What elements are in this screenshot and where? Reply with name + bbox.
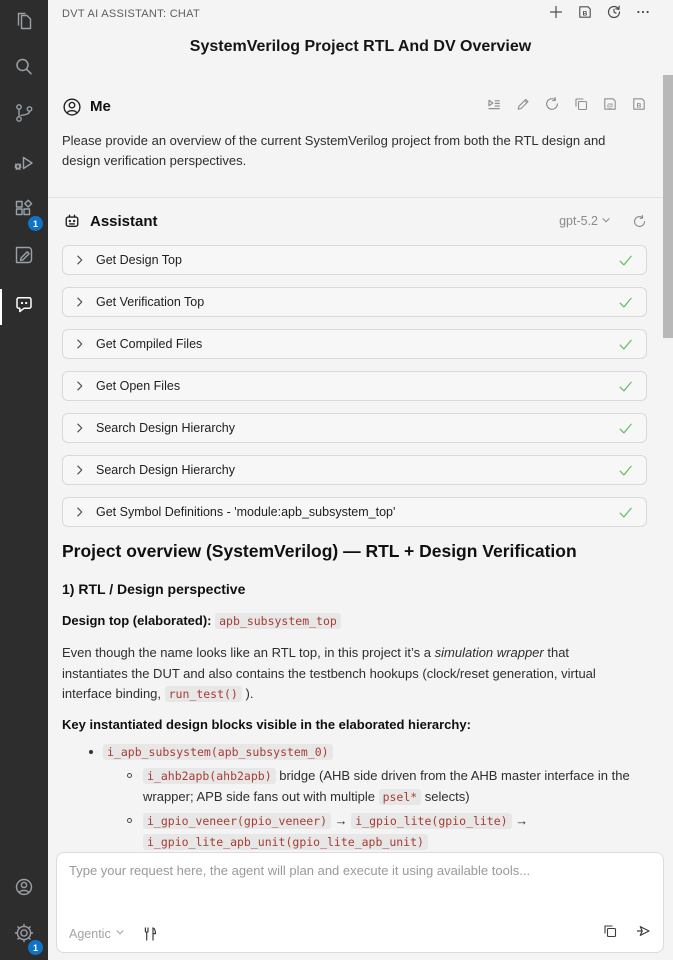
tool-call-card[interactable] <box>62 371 647 401</box>
list-item-text: i_gpio_veneer(gpio_veneer) → i_gpio_lite(gpio_lite) → i_gpio_lite_apb_unit(gpio_lite_apb_unit) <box>143 813 528 849</box>
tools-icon[interactable] <box>142 926 158 942</box>
tool-call-card[interactable] <box>62 329 647 359</box>
mode-label: Agentic <box>69 926 111 941</box>
bullet-marker <box>127 818 132 823</box>
activity-bar-bottom <box>0 866 48 960</box>
chevron-down-icon <box>114 926 126 941</box>
panel-header <box>48 0 673 28</box>
design-top-line: Design top (elaborated): apb_subsystem_top <box>62 612 647 630</box>
user-message-block <box>48 96 673 171</box>
markdown-bold-line: Key instantiated design blocks visible in the elaborated hierarchy: <box>62 716 471 732</box>
success-check-icon <box>617 420 634 437</box>
list-item-text: i_ahb2apb(ahb2apb) bridge (AHB side driven from the AHB master interface in the wrapper; APB side fans out with multiple psel* selects) <box>143 768 630 804</box>
chat-robot-icon <box>12 293 36 322</box>
save-b-icon[interactable] <box>631 96 647 117</box>
tool-call-card[interactable] <box>62 497 647 527</box>
save-at-icon[interactable] <box>602 96 618 117</box>
tool-call-card[interactable] <box>62 413 647 443</box>
chevron-right-icon <box>73 295 87 309</box>
copy-icon[interactable] <box>573 96 589 117</box>
extensions-badge: 1 <box>28 216 43 231</box>
edit-icon[interactable] <box>515 96 531 117</box>
scrollbar-thumb[interactable] <box>663 75 673 338</box>
tool-call-list <box>48 245 673 527</box>
tool-call-label: Get Design Top <box>96 253 182 267</box>
new-chat-icon[interactable] <box>548 4 564 25</box>
panel-title: DVT AI ASSISTANT: CHAT <box>62 8 201 20</box>
account-icon <box>12 875 36 904</box>
user-author-label: Me <box>90 98 111 115</box>
insert-to-prompt-icon[interactable] <box>486 96 502 117</box>
sidebar-item-settings[interactable] <box>0 912 48 958</box>
sidebar-item-search[interactable] <box>0 46 48 92</box>
list-item <box>62 766 647 807</box>
sidebar-item-dvt-chat[interactable] <box>0 284 48 330</box>
tool-call-label: Search Design Hierarchy <box>96 463 235 477</box>
bullet-marker <box>89 750 93 754</box>
model-selector[interactable] <box>559 214 612 229</box>
chevron-right-icon <box>73 421 87 435</box>
robot-icon <box>62 211 82 231</box>
sidebar-item-extensions[interactable] <box>0 188 48 234</box>
chevron-right-icon <box>73 505 87 519</box>
chevron-right-icon <box>73 253 87 267</box>
bullet-list <box>62 742 647 853</box>
bullet-marker <box>127 773 132 778</box>
svg-text:B: B <box>636 102 642 110</box>
prompt-input[interactable] <box>69 863 651 923</box>
chat-panel <box>48 0 673 960</box>
assistant-author-label: Assistant <box>90 212 158 230</box>
chat-title: SystemVerilog Project RTL And DV Overview <box>189 38 532 55</box>
more-actions-icon[interactable] <box>635 4 651 25</box>
panel-header-actions <box>548 4 659 25</box>
chevron-right-icon <box>73 337 87 351</box>
git-branch-icon <box>12 101 36 130</box>
success-check-icon <box>617 294 634 311</box>
note-pencil-icon <box>12 243 36 272</box>
svg-text:B: B <box>582 9 588 17</box>
chevron-down-icon <box>600 214 612 229</box>
sidebar-item-dvt-editor[interactable] <box>0 234 48 280</box>
assistant-markdown <box>48 539 673 852</box>
markdown-h2: 1) RTL / Design perspective <box>62 581 246 597</box>
regenerate-icon[interactable] <box>632 214 647 229</box>
chevron-right-icon <box>73 463 87 477</box>
resend-icon[interactable] <box>544 96 560 117</box>
markdown-paragraph: Even though the name looks like an RTL top, in this project it’s a simulation wrapper that instantiates the DUT and also contains the testbench hookups (clock/reset generation, virtual interface binding, run_test() ). <box>62 645 596 701</box>
copy-icon[interactable] <box>602 923 618 944</box>
tool-call-label: Get Compiled Files <box>96 337 203 351</box>
input-right-actions <box>602 923 651 944</box>
tool-call-label: Get Symbol Definitions - 'module:apb_subsystem_top' <box>96 505 396 519</box>
tool-call-card[interactable] <box>62 287 647 317</box>
list-item <box>62 742 647 763</box>
prompt-input-box <box>56 852 664 953</box>
success-check-icon <box>617 336 634 353</box>
chat-scroll-area <box>48 0 673 960</box>
assistant-message-block <box>48 211 673 231</box>
debug-icon <box>12 151 36 180</box>
send-icon[interactable] <box>635 923 651 944</box>
settings-badge: 1 <box>28 940 43 955</box>
sidebar-item-account[interactable] <box>0 866 48 912</box>
section-divider <box>48 197 673 198</box>
list-item <box>62 811 647 852</box>
person-circle-icon <box>62 97 82 117</box>
input-toolbar <box>69 923 651 944</box>
sidebar-item-explorer[interactable] <box>0 0 48 46</box>
success-check-icon <box>617 462 634 479</box>
success-check-icon <box>617 504 634 521</box>
svg-text:@: @ <box>606 102 614 110</box>
files-icon <box>12 9 36 38</box>
history-icon[interactable] <box>606 4 622 25</box>
tool-call-label: Get Verification Top <box>96 295 205 309</box>
save-chat-icon[interactable] <box>577 4 593 25</box>
tool-call-label: Search Design Hierarchy <box>96 421 235 435</box>
user-message-text: Please provide an overview of the current SystemVerilog project from both the RTL design and design verification perspectives. <box>62 133 606 168</box>
chevron-right-icon <box>73 379 87 393</box>
sidebar-item-source-control[interactable] <box>0 92 48 138</box>
mode-selector[interactable] <box>69 926 126 941</box>
tool-call-card[interactable] <box>62 455 647 485</box>
markdown-h1: Project overview (SystemVerilog) — RTL + Design Verification <box>62 541 577 561</box>
tool-call-card[interactable] <box>62 245 647 275</box>
tool-call-label: Get Open Files <box>96 379 181 393</box>
activity-bar <box>0 0 48 960</box>
list-item-text: i_apb_subsystem(apb_subsystem_0) <box>103 744 333 759</box>
search-icon <box>12 55 36 84</box>
model-label: gpt-5.2 <box>559 214 598 228</box>
success-check-icon <box>617 252 634 269</box>
success-check-icon <box>617 378 634 395</box>
sidebar-item-run-debug[interactable] <box>0 142 48 188</box>
user-message-actions <box>486 96 647 117</box>
